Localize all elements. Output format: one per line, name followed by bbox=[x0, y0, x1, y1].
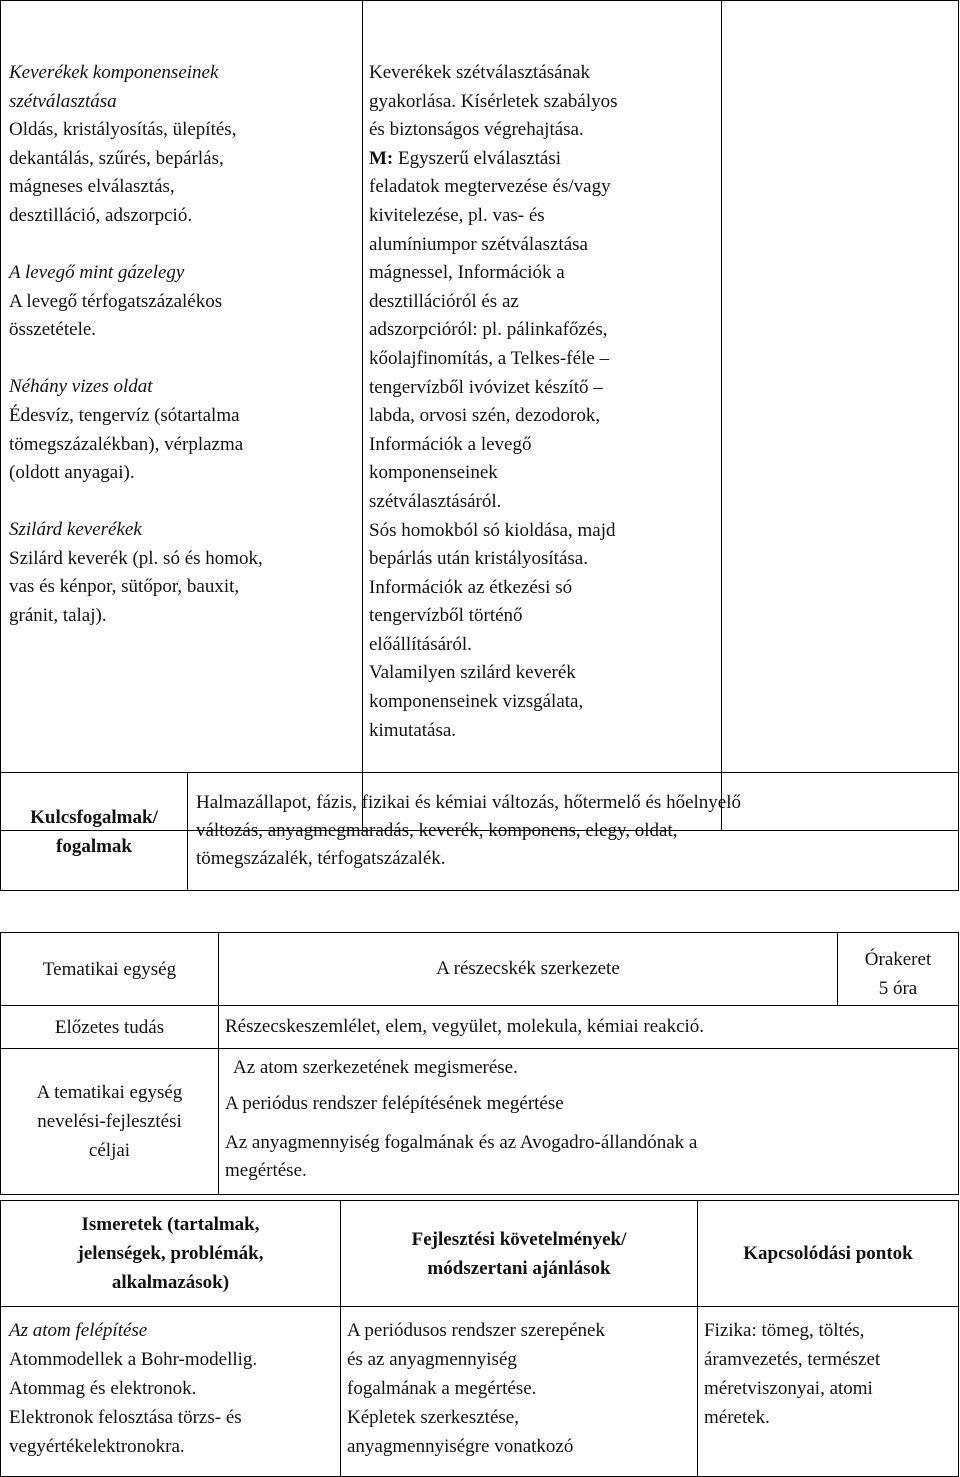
text-line: Atommag és elektronok. bbox=[9, 1378, 197, 1399]
text-line-content: tengervízből történő bbox=[369, 605, 523, 627]
requirements-text bbox=[369, 59, 717, 745]
goal-item: Az atom szerkezetének megismerése. bbox=[233, 1057, 518, 1078]
text-line bbox=[369, 59, 717, 88]
unit-title-text: A részecskék szerkezete bbox=[436, 958, 620, 979]
key-concepts-line: változás, anyagmegmaradás, keverék, komponens, elegy, oldat, bbox=[196, 820, 678, 841]
text-line: gránit, talaj). bbox=[9, 605, 107, 626]
text-line bbox=[369, 88, 717, 117]
text-line-content: kőolajfinomítás, a Telkes-féle – bbox=[369, 347, 609, 369]
text-line: áramvezetés, természet bbox=[704, 1349, 881, 1370]
text-line-content: komponenseinek vizsgálata, bbox=[369, 691, 584, 713]
text-line-content: Valamilyen szilárd keverék bbox=[369, 662, 576, 684]
text-line: mágneses elválasztás, bbox=[9, 176, 175, 198]
method-prefix: M: bbox=[369, 147, 394, 169]
text-line-content: kimutatása. bbox=[369, 719, 457, 741]
section-heading: A levegő mint gázelegy bbox=[9, 262, 185, 284]
text-line bbox=[369, 116, 717, 145]
goals-label-line: nevelési-fejlesztési bbox=[37, 1111, 182, 1132]
text-line: tömegszázalékban), vérplazma bbox=[9, 433, 244, 455]
unit-label-text: Tematikai egység bbox=[42, 958, 177, 980]
header-line: jelenségek, problémák, bbox=[77, 1243, 264, 1264]
text-line-content: labda, orvosi szén, dezodorok, bbox=[369, 405, 601, 427]
atom-connections-text bbox=[704, 1316, 952, 1432]
text-line-content: előállításáról. bbox=[369, 633, 472, 655]
text-line-content: Keverékek szétválasztásának bbox=[369, 62, 591, 83]
text-line bbox=[369, 431, 717, 460]
text-line-content: gyakorlása. Kísérletek szabályos bbox=[369, 90, 618, 112]
text-line: Oldás, kristályosítás, ülepítés, bbox=[9, 119, 237, 141]
text-line: Fizika: tömeg, töltés, bbox=[704, 1320, 865, 1341]
text-line bbox=[369, 259, 717, 288]
spacer bbox=[9, 345, 356, 374]
goals-label-line: céljai bbox=[88, 1140, 131, 1161]
text-line-content: és biztonságos végrehajtása. bbox=[369, 119, 584, 141]
text-line-content: Sós homokból só kioldása, majd bbox=[369, 519, 616, 541]
text-line: A levegő térfogatszázalékos bbox=[9, 290, 223, 312]
text-line bbox=[369, 173, 717, 202]
text-line bbox=[369, 316, 717, 345]
text-line bbox=[369, 374, 717, 403]
prior-knowledge-value: Részecskeszemlélet, elem, vegyület, molekula, kémiai reakció. bbox=[225, 1016, 705, 1037]
text-line bbox=[369, 688, 717, 717]
requirements-column bbox=[363, 1, 722, 831]
atom-requirements-column bbox=[341, 1307, 698, 1477]
text-line bbox=[369, 345, 717, 374]
text-line bbox=[369, 402, 717, 431]
text-line-content: Információk a levegő bbox=[369, 433, 532, 455]
goal-item: A periódus rendszer felépítésének megértése bbox=[225, 1093, 564, 1114]
text-line-content: bepárlás után kristályosítása. bbox=[369, 548, 588, 570]
text-line bbox=[369, 717, 717, 746]
hours-value: 5 óra bbox=[878, 978, 918, 999]
text-line-content: desztillációról és az bbox=[369, 290, 519, 312]
header-connections bbox=[698, 1201, 959, 1307]
text-line bbox=[369, 459, 717, 488]
section-heading: Néhány vizes oldat bbox=[9, 376, 153, 398]
text-line bbox=[369, 602, 717, 631]
text-line bbox=[369, 574, 717, 603]
text-line: dekantálás, szűrés, bepárlás, bbox=[9, 147, 224, 169]
goal-item: megértése. bbox=[225, 1160, 307, 1181]
key-concepts-table bbox=[0, 772, 959, 891]
text-line: fogalmának a megértése. bbox=[347, 1378, 537, 1399]
text-line bbox=[369, 202, 717, 231]
header-requirements bbox=[341, 1201, 698, 1307]
text-line: (oldott anyagai). bbox=[9, 462, 135, 484]
section-heading: Keverékek komponenseinek bbox=[9, 62, 219, 83]
text-line-content: tengervízből ivóvizet készítő – bbox=[369, 376, 603, 398]
spacer bbox=[9, 488, 356, 517]
text-line bbox=[369, 659, 717, 688]
hours-cell bbox=[838, 933, 959, 1006]
text-line bbox=[369, 488, 717, 517]
text-line: anyagmennyiségre vonatkozó bbox=[347, 1436, 574, 1457]
goals-text bbox=[219, 1049, 959, 1195]
text-line-content: Információk az étkezési só bbox=[369, 576, 573, 598]
knowledge-column bbox=[1, 1, 363, 831]
unit-title bbox=[219, 933, 838, 1006]
key-concepts-label bbox=[1, 773, 188, 891]
header-knowledge bbox=[1, 1201, 341, 1307]
goals-label-line: A tematikai egység bbox=[36, 1082, 183, 1103]
header-line: módszertani ajánlások bbox=[427, 1257, 611, 1279]
text-line: és az anyagmennyiség bbox=[347, 1349, 517, 1370]
text-line-content: feladatok megtervezése és/vagy bbox=[369, 176, 611, 198]
key-concepts-label-line: Kulcsfogalmak/ bbox=[30, 806, 158, 828]
key-concepts-label-line: fogalmak bbox=[56, 835, 132, 857]
text-line-content: kivitelezése, pl. vas- és bbox=[369, 204, 545, 226]
header-line: Kapcsolódási pontok bbox=[743, 1243, 913, 1264]
header-line: Fejlesztési követelmények/ bbox=[411, 1228, 627, 1250]
text-line: méretek. bbox=[704, 1407, 770, 1428]
text-line: vas és kénpor, sütőpor, bauxit, bbox=[9, 576, 240, 598]
section-heading: Szilárd keverékek bbox=[9, 519, 142, 541]
goals-label bbox=[1, 1049, 219, 1195]
text-line-content: szétválasztásáról. bbox=[369, 490, 502, 512]
text-line: méretviszonyai, atomi bbox=[704, 1378, 873, 1399]
spacer bbox=[9, 231, 356, 260]
text-line: vegyértékelektronokra. bbox=[9, 1436, 185, 1457]
key-concepts-line: Halmazállapot, fázis, fizikai és kémiai változás, hőtermelő és hőelnyelő bbox=[196, 792, 741, 813]
prior-knowledge-label-text: Előzetes tudás bbox=[54, 1016, 165, 1038]
goal-item: Az anyagmennyiség fogalmának és az Avogadro-állandónak a bbox=[225, 1132, 698, 1153]
connections-column bbox=[722, 1, 959, 831]
text-line: Képletek szerkesztése, bbox=[347, 1407, 519, 1428]
content-table-atom bbox=[0, 1200, 959, 1477]
text-line-content: alumíniumpor szétválasztása bbox=[369, 233, 588, 255]
text-line-content: komponenseinek bbox=[369, 462, 498, 484]
unit-label bbox=[1, 933, 219, 1006]
prior-knowledge-label bbox=[1, 1006, 219, 1049]
text-line: A periódusos rendszer szerepének bbox=[347, 1320, 605, 1341]
header-line: alkalmazások) bbox=[111, 1272, 230, 1293]
atom-knowledge-text bbox=[9, 1316, 334, 1461]
text-line: Szilárd keverék (pl. só és homok, bbox=[9, 547, 263, 569]
text-line: Édesvíz, tengervíz (sótartalma bbox=[9, 404, 240, 426]
atom-requirements-text bbox=[347, 1316, 693, 1461]
hours-label: Órakeret bbox=[864, 949, 932, 970]
text-line bbox=[369, 145, 717, 174]
knowledge-text bbox=[9, 59, 356, 631]
text-line-content: Egyszerű elválasztási bbox=[393, 147, 562, 169]
text-line bbox=[369, 517, 717, 546]
section-heading: Az atom felépítése bbox=[9, 1320, 148, 1341]
header-line: Ismeretek (tartalmak, bbox=[81, 1214, 260, 1235]
text-line: Elektronok felosztása törzs- és bbox=[9, 1407, 242, 1428]
atom-connections-column bbox=[698, 1307, 959, 1477]
text-line: Atommodellek a Bohr-modellig. bbox=[9, 1349, 258, 1370]
prior-knowledge-text bbox=[219, 1006, 959, 1049]
thematic-unit-table bbox=[0, 932, 959, 1195]
text-line-content: adszorpcióról: pl. pálinkafőzés, bbox=[369, 319, 608, 341]
text-line bbox=[369, 288, 717, 317]
text-line-content: mágnessel, Információk a bbox=[369, 262, 565, 284]
text-line bbox=[369, 231, 717, 260]
text-line bbox=[369, 631, 717, 660]
text-line: összetétele. bbox=[9, 319, 97, 341]
key-concepts-line: tömegszázalék, térfogatszázalék. bbox=[196, 848, 446, 869]
atom-knowledge-column bbox=[1, 1307, 341, 1477]
key-concepts-text bbox=[188, 773, 959, 891]
text-line bbox=[369, 545, 717, 574]
section-heading: szétválasztása bbox=[9, 90, 117, 112]
text-line: desztilláció, adszorpció. bbox=[9, 204, 193, 226]
